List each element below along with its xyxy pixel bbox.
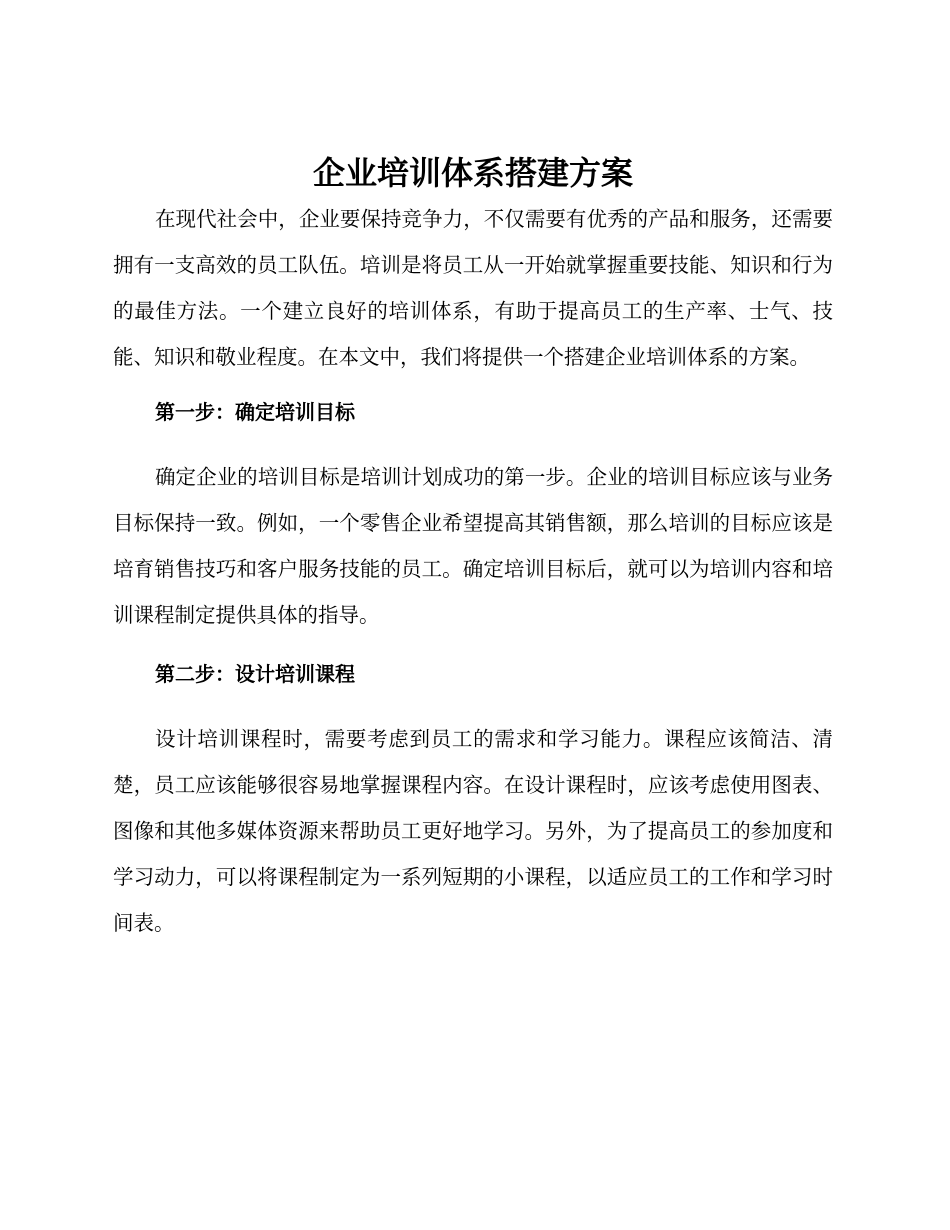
section-body-step-1: 确定企业的培训目标是培训计划成功的第一步。企业的培训目标应该与业务目标保持一致。例如，一个零售企业希望提高其销售额，那么培训的目标应该是培育销售技巧和客户服务技能的员工。确定培训目标后，就可以为培训内容和培训课程制定提供具体的指导。 (113, 465, 833, 627)
section-body-step-2: 设计培训课程时，需要考虑到员工的需求和学习能力。课程应该简洁、清楚，员工应该能够很容易地掌握课程内容。在设计课程时，应该考虑使用图表、图像和其他多媒体资源来帮助员工更好地学习。另外，为了提高员工的参加度和学习动力，可以将课程制定为一系列短期的小课程，以适应员工的工作和学习时间表。 (113, 727, 833, 935)
document-page (113, 150, 833, 946)
section-heading-step-1: 第一步：确定培训目标 (155, 400, 355, 424)
intro-paragraph: 在现代社会中，企业要保持竞争力，不仅需要有优秀的产品和服务，还需要拥有一支高效的员工队伍。培训是将员工从一开始就掌握重要技能、知识和行为的最佳方法。一个建立良好的培训体系，有助于提高员工的生产率、士气、技能、知识和敬业程度。在本文中，我们将提供一个搭建企业培训体系的方案。 (113, 207, 833, 369)
section-heading-step-2: 第二步：设计培训课程 (155, 662, 355, 686)
document-title: 企业培训体系搭建方案 (312, 154, 633, 192)
